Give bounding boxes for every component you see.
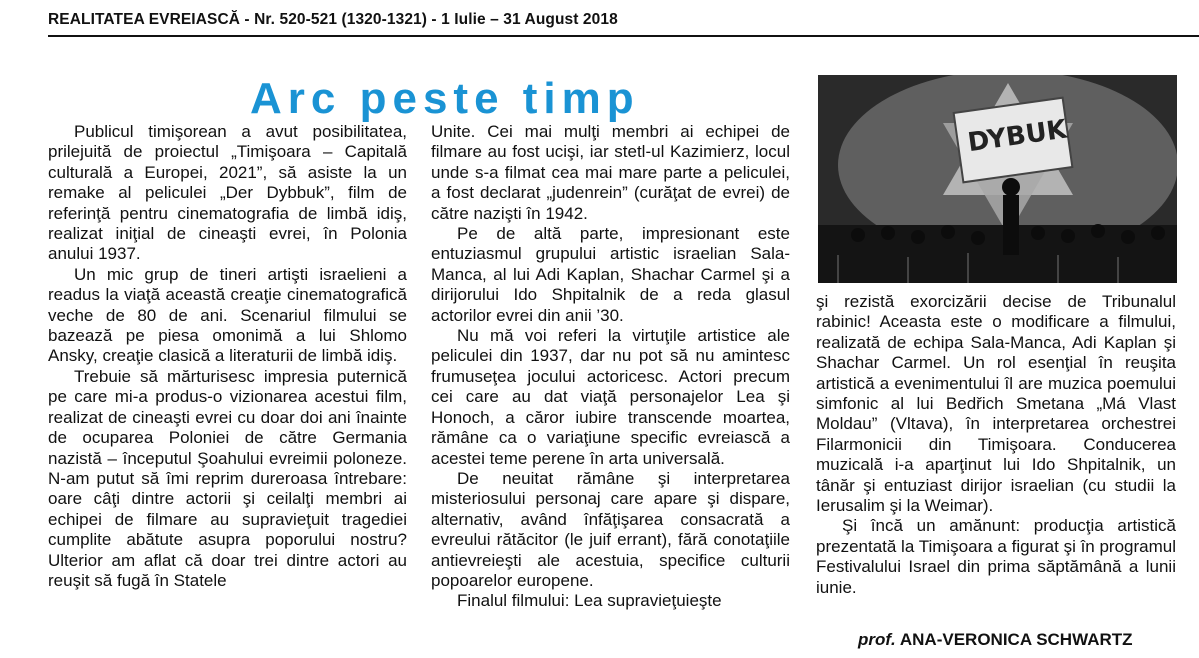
paragraph: şi rezistă exorcizării decise de Tribunalul rabinic! Aceasta este o modificare a filmului, realizată de echipa Sala-Manca, Adi Kaplan şi Shachar Carmel. Un rol esenţial în reuşita artistică a evenimentului îl are muzica poemului simfonic al lui Bedřich Smetana „Má Vlast Moldau” (Vltava), în interpretarea orchestrei Filarmonicii din Timişoara. Conducerea muzicală i-a aparţinut lui Ido Shpitalnik, un tânăr şi entuziast dirijor israelian (cu studii la Ierusalim şi la Weimar). (816, 292, 1176, 516)
column-3 (816, 292, 1176, 598)
poster-text: DYBUK (965, 114, 1069, 159)
photo-illustration (818, 75, 1177, 283)
concert-photo (818, 75, 1177, 283)
page-header (48, 8, 1199, 34)
paragraph: De neuitat rămâne şi interpretarea misteriosului personaj care apare şi dispare, alternativ, având înfăţişarea consacrată a evreului rătăcitor (le juif errant), fără conotaţiile antievreieşti ale acestuia, specifice culturii popoarelor europene. (431, 468, 790, 590)
paragraph: Nu mă voi referi la virtuţile artistice ale peliculei din 1937, dar nu pot să nu amintesc frumuseţea jocului actoricesc. Actori precum cei care au dat viaţă personajelor Lea şi Honoch, a căror iubire transcende moartea, rămâne ca o variaţiune specific evreiască a acestei teme perene în arta universală. (431, 326, 790, 468)
column-2 (431, 122, 790, 612)
column-1 (48, 122, 407, 591)
paragraph: Finalul filmului: Lea supravieţuieşte (457, 591, 722, 611)
header-text: REALITATEA EVREIASCĂ - Nr. 520-521 (1320-1321) - 1 Iulie – 31 August 2018 (48, 11, 618, 28)
author-signature (858, 630, 1133, 650)
signature-name: ANA-VERONICA SCHWARTZ (899, 630, 1133, 649)
paragraph: Unite. Cei mai mulţi membri ai echipei de filmare au fost ucişi, iar stetl-ul Kazimierz, locul unde s-a filmat cea mai mare parte a peliculei, a fost declarat „judenrein” (curăţat de evrei) de către nazişti în 1942. (431, 122, 790, 223)
paragraph: Un mic grup de tineri artişti israelieni a readus la viaţă această creaţie cinematografică veche de 80 de ani. Scenariul filmului se bazează pe piesa omonimă a lui Shlomo Ansky, creaţie clasică a literaturii de limbă idiş. (48, 264, 407, 366)
signature-prefix: prof. (858, 630, 896, 649)
paragraph: Şi încă un amănunt: producţia artistică prezentată la Timişoara a figurat şi în programul Festivalului Israel din prima săptămână a lunii iunie. (816, 516, 1177, 597)
paragraph: Publicul timişorean a avut posibilitatea, prilejuită de proiectul „Timişoara – Capitală culturală a Europei, 2021”, să asiste la un remake al peliculei „Der Dybbuk”, film de referinţă pentru cinematografia de limbă idiş, realizat iniţial de cineaşti evrei, în Polonia anului 1937. (48, 122, 407, 264)
paragraph: Trebuie să mărturisesc impresia puternică pe care mi-a produs-o vizionarea acestui film, realizat de cineaşti evrei cu doar doi ani înainte de ocuparea Poloniei de către Germania nazistă – începutul Şoahului evreimii poloneze. N-am putut să îmi reprim dureroasa întrebare: oare câţi dintre actorii şi ceilalţi membri ai echipei de filmare au supravieţuit tragediei cumplite abătute asupra poporului nostru? Ulterior am aflat că doar trei dintre actori au reuşit să fugă în Statele (48, 366, 407, 590)
header-rule (48, 35, 1199, 37)
paragraph: Pe de altă parte, impresionant este entuziasmul grupului artistic israelian Sala-Manca, al lui Adi Kaplan, Shachar Carmel şi a dirijorului Ido Shpitalnik de a reda glasul actorilor evrei din anii ’30. (431, 224, 790, 325)
article-title: Arc peste timp (250, 74, 640, 123)
